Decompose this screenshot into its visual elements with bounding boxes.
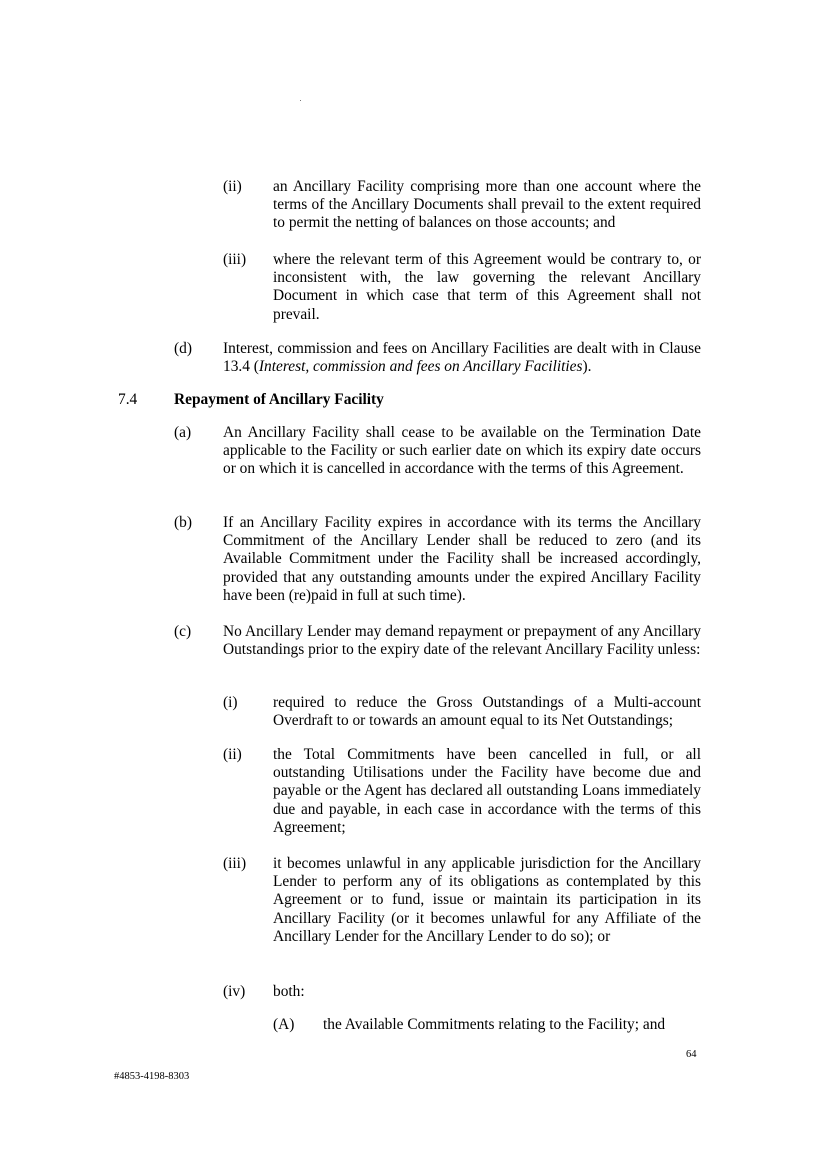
- clause-label: (b): [174, 514, 192, 531]
- clause-label: (ii): [223, 178, 242, 195]
- clause-text: An Ancillary Facility shall cease to be available on the Termination Date applicable to the Facility or such earlier date on which its expiry date occurs or on which it is cancelled in accordance with the terms of this Agreement.: [223, 424, 701, 478]
- subclause-label: (iv): [223, 983, 246, 1000]
- clause-text: No Ancillary Lender may demand repayment or prepayment of any Ancillary Outstandings prior to the expiry date of the relevant Ancillary Facility unless:: [223, 623, 701, 659]
- clause-text: an Ancillary Facility comprising more than one account where the terms of the Ancillary Documents shall prevail to the extent required to permit the netting of balances on those accounts; and: [273, 178, 701, 232]
- subclause-label: (i): [223, 694, 238, 711]
- clause-text-part: Interest, commission and fees on Ancillary Facilities are dealt with in Clause 13.4 (: [223, 340, 701, 376]
- clause-label: (d): [174, 340, 192, 357]
- clause-text: If an Ancillary Facility expires in accordance with its terms the Ancillary Commitment of the Ancillary Lender shall be reduced to zero (and its Available Commitment under the Facility shall be increased accordingly, provided that any outstanding amounts under the expired Ancillary Facility have been (re)paid in full at such time).: [223, 514, 701, 604]
- clause-text: [223, 340, 701, 376]
- page-number: 64: [686, 1049, 697, 1060]
- stray-mark: [300, 100, 301, 101]
- section-number: 7.4: [118, 391, 138, 408]
- subclause-label: (iii): [223, 855, 247, 872]
- subclause-text: both:: [273, 983, 305, 1000]
- clause-label: (iii): [223, 251, 247, 268]
- clause-reference-italic: Interest, commission and fees on Ancillary Facilities: [258, 358, 583, 376]
- clause-label: (a): [174, 424, 192, 441]
- clause-text: where the relevant term of this Agreement would be contrary to, or inconsistent with, the law governing the relevant Ancillary Document in which case that term of this Agreement shall not prevail.: [273, 251, 701, 323]
- subclause-label: (ii): [223, 746, 242, 763]
- item-label: (A): [273, 1016, 295, 1033]
- subclause-text: required to reduce the Gross Outstandings of a Multi-account Overdraft to or towards an amount equal to its Net Outstandings;: [273, 694, 701, 730]
- item-text: the Available Commitments relating to the Facility; and: [323, 1016, 666, 1033]
- document-reference: #4853-4198-8303: [114, 1071, 190, 1082]
- clause-label: (c): [174, 623, 192, 640]
- clause-text-part: ).: [582, 358, 592, 376]
- subclause-text: the Total Commitments have been cancelled in full, or all outstanding Utilisations under the Facility have become due and payable or the Agent has declared all outstanding Loans immediately due and payable, in each case in accordance with the terms of this Agreement;: [273, 746, 701, 836]
- section-title: Repayment of Ancillary Facility: [174, 391, 384, 408]
- subclause-text: it becomes unlawful in any applicable jurisdiction for the Ancillary Lender to perform any of its obligations as contemplated by this Agreement or to fund, issue or maintain its participation in its Ancillary Facility (or it becomes unlawful for any Affiliate of the Ancillary Lender for the Ancillary Lender to do so); or: [273, 855, 701, 945]
